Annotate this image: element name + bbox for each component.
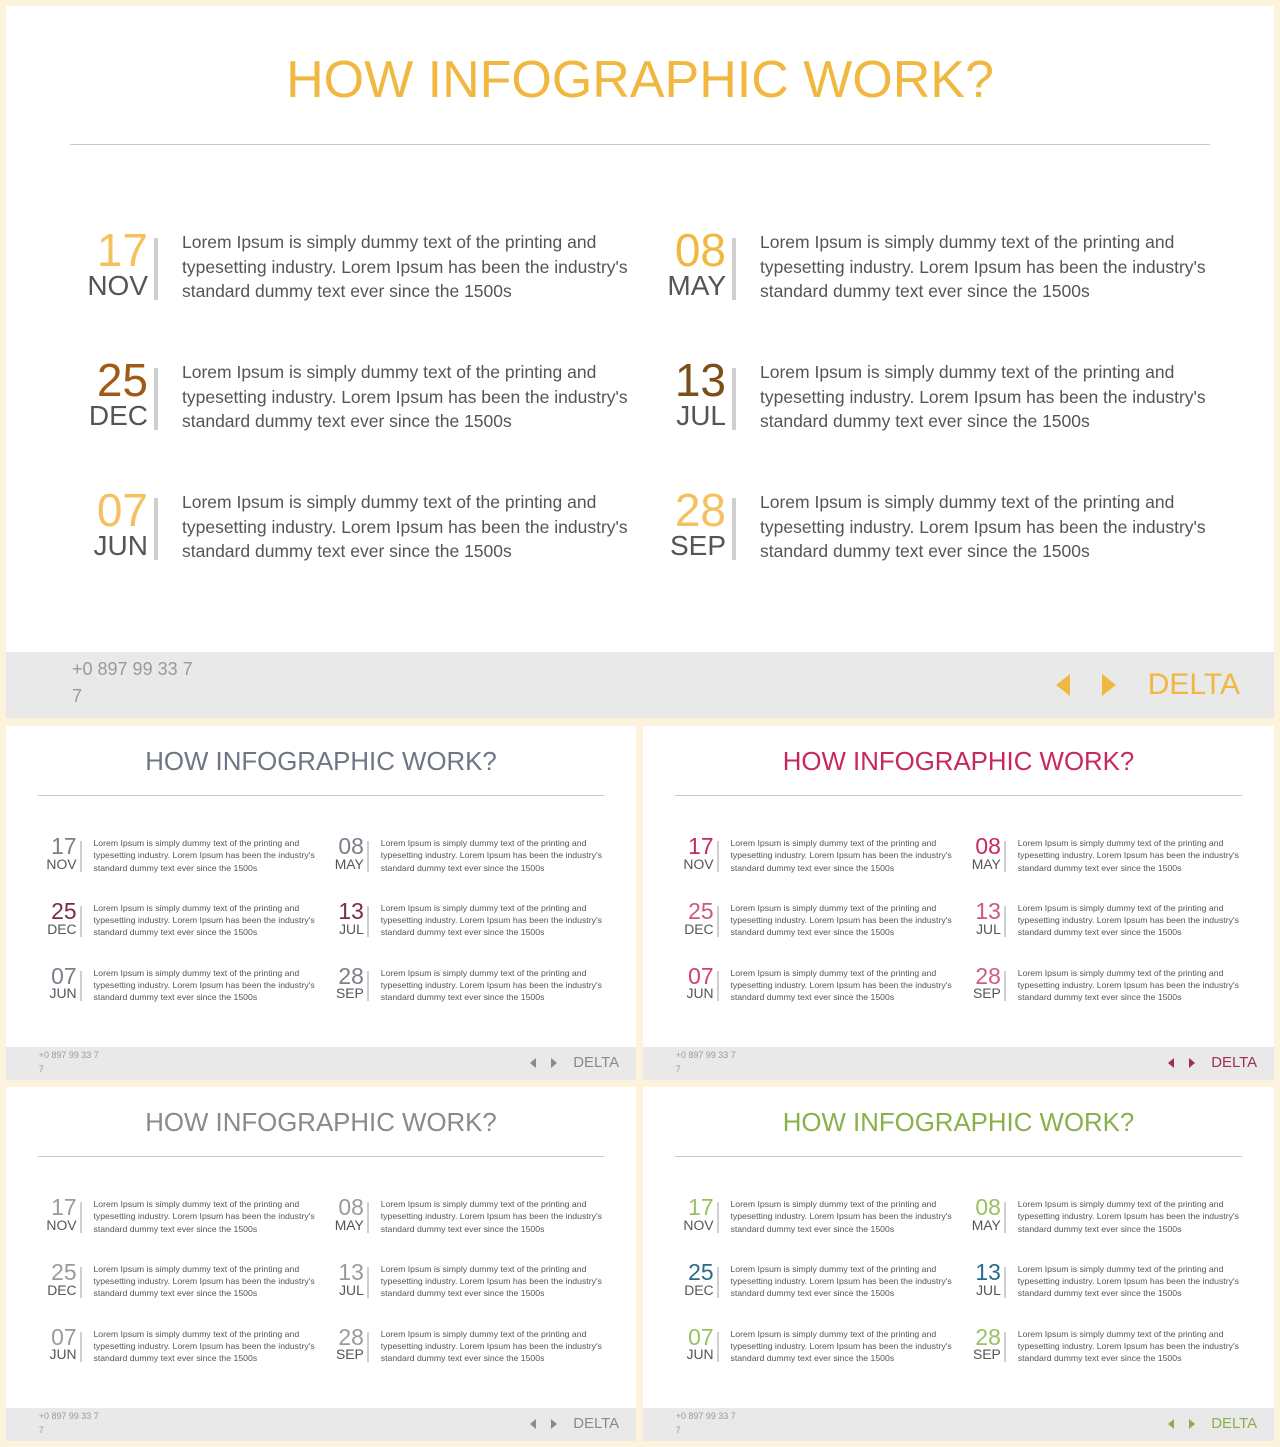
next-arrow-icon[interactable] xyxy=(1102,674,1116,696)
date-entry xyxy=(332,897,602,941)
date-divider xyxy=(80,1202,82,1233)
date-month: NOV xyxy=(46,856,77,873)
date-block xyxy=(682,833,714,873)
entry-description: Lorem Ipsum is simply dummy text of the printing and typesetting industry. Lorem Ipsum has been the industry's standard dummy text ever since the 1500s xyxy=(760,232,1206,301)
date-entry xyxy=(84,354,628,438)
entry-description: Lorem Ipsum is simply dummy text of the printing and typesetting industry. Lorem Ipsum has been the industry's standard dummy text ever since the 1500s xyxy=(730,902,952,938)
date-day: 07 xyxy=(688,962,714,989)
date-day: 08 xyxy=(674,224,726,276)
date-divider xyxy=(80,841,82,872)
date-block xyxy=(45,833,77,873)
date-month: JUN xyxy=(49,1346,77,1363)
date-block xyxy=(332,1194,364,1234)
entry-description: Lorem Ipsum is simply dummy text of the printing and typesetting industry. Lorem Ipsum has been the industry's standard dummy text ever since the 1500s xyxy=(730,838,952,873)
date-month: JUN xyxy=(93,530,148,561)
date-day: 17 xyxy=(688,1194,714,1221)
date-day: 25 xyxy=(688,1258,714,1285)
date-month: JUL xyxy=(339,1281,364,1298)
date-entry xyxy=(45,897,315,941)
slide-navigation xyxy=(1056,674,1116,696)
date-divider xyxy=(732,498,736,560)
date-day: 28 xyxy=(975,1323,1001,1350)
date-entry xyxy=(332,1258,602,1302)
slide-title: HOW INFOGRAPHIC WORK? xyxy=(782,1108,1135,1137)
slide-navigation xyxy=(1168,1419,1196,1429)
date-month: JUN xyxy=(49,985,77,1002)
date-entry xyxy=(682,1323,952,1367)
entry-description: Lorem Ipsum is simply dummy text of the printing and typesetting industry. Lorem Ipsum has been the industry's standard dummy text ever since the 1500s xyxy=(730,967,952,1002)
entry-description: Lorem Ipsum is simply dummy text of the printing and typesetting industry. Lorem Ipsum has been the industry's standard dummy text ever since the 1500s xyxy=(730,1199,952,1234)
date-divider xyxy=(717,1267,719,1298)
previous-arrow-icon[interactable] xyxy=(530,1058,536,1068)
date-day: 07 xyxy=(51,962,77,989)
date-month: DEC xyxy=(47,1281,77,1298)
previous-arrow-icon[interactable] xyxy=(1056,674,1070,696)
slide-3 xyxy=(643,726,1274,1080)
date-entry xyxy=(45,1258,315,1302)
entry-description: Lorem Ipsum is simply dummy text of the printing and typesetting industry. Lorem Ipsum has been the industry's standard dummy text ever since the 1500s xyxy=(93,1199,315,1234)
contact-phone-line: 7 xyxy=(675,1424,681,1435)
date-block xyxy=(969,1194,1001,1234)
date-divider xyxy=(367,1332,369,1363)
date-block xyxy=(682,1194,714,1234)
entry-description: Lorem Ipsum is simply dummy text of the printing and typesetting industry. Lorem Ipsum has been the industry's standard dummy text ever since the 1500s xyxy=(93,902,315,938)
brand-name: DELTA xyxy=(1211,1055,1258,1072)
slide-2 xyxy=(6,726,636,1080)
date-day: 25 xyxy=(51,1258,77,1285)
date-month: JUL xyxy=(976,920,1001,937)
entry-description: Lorem Ipsum is simply dummy text of the printing and typesetting industry. Lorem Ipsum has been the industry's standard dummy text ever since the 1500s xyxy=(1017,838,1239,873)
date-day: 13 xyxy=(338,1258,364,1285)
date-divider xyxy=(717,971,719,1002)
date-day: 08 xyxy=(975,1194,1001,1221)
date-divider xyxy=(367,1202,369,1233)
date-month: MAY xyxy=(971,1217,1001,1234)
slide-navigation xyxy=(530,1058,558,1068)
date-block xyxy=(45,1323,77,1363)
date-divider xyxy=(80,1267,82,1298)
date-divider xyxy=(367,906,369,937)
date-divider xyxy=(154,238,158,300)
next-arrow-icon[interactable] xyxy=(1189,1419,1195,1429)
entry-description: Lorem Ipsum is simply dummy text of the printing and typesetting industry. Lorem Ipsum has been the industry's standard dummy text ever since the 1500s xyxy=(1017,902,1239,938)
entry-description: Lorem Ipsum is simply dummy text of the printing and typesetting industry. Lorem Ipsum has been the industry's standard dummy text ever since the 1500s xyxy=(1017,1328,1239,1363)
date-entry xyxy=(332,1323,602,1367)
date-month: MAY xyxy=(334,856,364,873)
date-month: DEC xyxy=(684,1281,714,1298)
date-day: 07 xyxy=(688,1323,714,1350)
contact-phone xyxy=(676,1049,736,1076)
date-entry xyxy=(969,962,1239,1006)
date-block xyxy=(332,962,364,1002)
date-entry xyxy=(45,833,315,876)
slide-footer xyxy=(6,652,1274,718)
date-month: DEC xyxy=(88,400,148,431)
slide-title: HOW INFOGRAPHIC WORK? xyxy=(782,747,1135,776)
date-entry xyxy=(332,962,602,1006)
entry-description: Lorem Ipsum is simply dummy text of the printing and typesetting industry. Lorem Ipsum has been the industry's standard dummy text ever since the 1500s xyxy=(730,1263,952,1299)
date-entry xyxy=(45,962,315,1006)
date-block xyxy=(45,962,77,1002)
date-month: NOV xyxy=(683,1217,714,1234)
date-divider xyxy=(717,1202,719,1233)
brand-name: DELTA xyxy=(573,1055,620,1072)
date-month: SEP xyxy=(669,530,726,561)
date-day: 07 xyxy=(51,1323,77,1350)
date-entry xyxy=(682,833,952,876)
contact-phone xyxy=(72,656,193,710)
entry-description: Lorem Ipsum is simply dummy text of the printing and typesetting industry. Lorem Ipsum has been the industry's standard dummy text ever since the 1500s xyxy=(380,967,602,1002)
date-entry xyxy=(332,1194,602,1237)
date-block xyxy=(84,224,148,301)
date-day: 25 xyxy=(51,897,77,924)
date-day: 28 xyxy=(975,962,1001,989)
date-divider xyxy=(154,368,158,430)
date-divider xyxy=(367,841,369,872)
date-block xyxy=(332,1323,364,1363)
slide-title: HOW INFOGRAPHIC WORK? xyxy=(145,747,497,776)
date-block xyxy=(332,1258,364,1298)
date-divider xyxy=(1004,1332,1006,1363)
date-divider xyxy=(717,906,719,937)
contact-phone-line: 7 xyxy=(72,686,83,706)
date-month: SEP xyxy=(973,1346,1001,1363)
date-entry xyxy=(969,897,1239,941)
date-month: DEC xyxy=(47,920,77,937)
date-block xyxy=(45,1258,77,1298)
date-month: DEC xyxy=(684,920,714,937)
contact-phone xyxy=(39,1410,99,1437)
previous-arrow-icon[interactable] xyxy=(530,1419,536,1429)
entry-description: Lorem Ipsum is simply dummy text of the printing and typesetting industry. Lorem Ipsum has been the industry's standard dummy text ever since the 1500s xyxy=(182,362,628,431)
date-entry xyxy=(45,1194,315,1237)
date-day: 28 xyxy=(338,962,364,989)
title-divider xyxy=(38,795,604,796)
date-day: 08 xyxy=(338,833,364,860)
date-day: 28 xyxy=(674,484,726,536)
slide-4 xyxy=(6,1087,636,1441)
date-day: 13 xyxy=(975,897,1001,924)
date-divider xyxy=(80,971,82,1002)
date-block xyxy=(662,224,726,301)
date-block xyxy=(682,897,714,937)
date-block xyxy=(969,962,1001,1002)
slide-footer xyxy=(6,1408,636,1441)
date-day: 17 xyxy=(688,833,714,860)
entry-description: Lorem Ipsum is simply dummy text of the printing and typesetting industry. Lorem Ipsum has been the industry's standard dummy text ever since the 1500s xyxy=(1017,967,1239,1002)
date-block xyxy=(662,354,726,431)
date-month: NOV xyxy=(87,270,148,301)
date-day: 28 xyxy=(338,1323,364,1350)
date-month: JUN xyxy=(686,1346,714,1363)
entry-description: Lorem Ipsum is simply dummy text of the printing and typesetting industry. Lorem Ipsum has been the industry's standard dummy text ever since the 1500s xyxy=(182,492,628,561)
date-divider xyxy=(1004,1267,1006,1298)
date-divider xyxy=(732,368,736,430)
date-entry xyxy=(969,833,1239,876)
date-entry xyxy=(662,354,1206,438)
entry-description: Lorem Ipsum is simply dummy text of the printing and typesetting industry. Lorem Ipsum has been the industry's standard dummy text ever since the 1500s xyxy=(182,232,628,301)
title-divider xyxy=(38,1156,604,1157)
entry-description: Lorem Ipsum is simply dummy text of the printing and typesetting industry. Lorem Ipsum has been the industry's standard dummy text ever since the 1500s xyxy=(93,1328,315,1363)
entry-description: Lorem Ipsum is simply dummy text of the printing and typesetting industry. Lorem Ipsum has been the industry's standard dummy text ever since the 1500s xyxy=(380,1328,602,1363)
date-block xyxy=(332,833,364,873)
date-block xyxy=(969,897,1001,937)
contact-phone-line: +0 897 99 33 7 xyxy=(38,1411,99,1422)
date-entry xyxy=(682,1194,952,1237)
date-day: 13 xyxy=(975,1258,1001,1285)
date-block xyxy=(969,1258,1001,1298)
slide-1 xyxy=(6,6,1274,718)
entry-description: Lorem Ipsum is simply dummy text of the printing and typesetting industry. Lorem Ipsum has been the industry's standard dummy text ever since the 1500s xyxy=(380,902,602,938)
date-entry xyxy=(84,484,628,568)
date-block xyxy=(682,1323,714,1363)
date-month: JUN xyxy=(686,985,714,1002)
date-entry xyxy=(969,1258,1239,1302)
title-divider xyxy=(675,1156,1242,1157)
date-entry xyxy=(332,833,602,876)
slide-title: HOW INFOGRAPHIC WORK? xyxy=(286,51,994,109)
date-divider xyxy=(717,841,719,872)
date-day: 13 xyxy=(338,897,364,924)
contact-phone-line: +0 897 99 33 7 xyxy=(675,1411,736,1422)
entry-description: Lorem Ipsum is simply dummy text of the printing and typesetting industry. Lorem Ipsum has been the industry's standard dummy text ever since the 1500s xyxy=(93,1263,315,1299)
entry-description: Lorem Ipsum is simply dummy text of the printing and typesetting industry. Lorem Ipsum has been the industry's standard dummy text ever since the 1500s xyxy=(760,492,1206,561)
slide-navigation xyxy=(530,1419,558,1429)
date-block xyxy=(969,833,1001,873)
contact-phone-line: +0 897 99 33 7 xyxy=(675,1050,736,1061)
date-block xyxy=(332,897,364,937)
date-day: 17 xyxy=(51,1194,77,1221)
next-arrow-icon[interactable] xyxy=(551,1058,557,1068)
slide-footer xyxy=(643,1047,1274,1080)
date-entry xyxy=(662,224,1206,308)
date-month: MAY xyxy=(971,856,1001,873)
slide-footer xyxy=(643,1408,1274,1441)
contact-phone-line: 7 xyxy=(675,1063,681,1074)
date-month: SEP xyxy=(336,985,364,1002)
contact-phone-line: 7 xyxy=(38,1063,44,1074)
previous-arrow-icon[interactable] xyxy=(1168,1419,1174,1429)
date-month: NOV xyxy=(46,1217,77,1234)
date-divider xyxy=(367,971,369,1002)
date-divider xyxy=(1004,841,1006,872)
contact-phone-line: 7 xyxy=(38,1424,44,1435)
date-day: 25 xyxy=(688,897,714,924)
date-divider xyxy=(80,906,82,937)
date-block xyxy=(84,354,148,431)
date-day: 25 xyxy=(96,354,148,406)
entry-description: Lorem Ipsum is simply dummy text of the printing and typesetting industry. Lorem Ipsum has been the industry's standard dummy text ever since the 1500s xyxy=(380,1199,602,1234)
date-day: 07 xyxy=(96,484,148,536)
date-divider xyxy=(367,1267,369,1298)
brand-name: DELTA xyxy=(1211,1416,1258,1433)
contact-phone xyxy=(676,1410,736,1437)
date-month: MAY xyxy=(334,1217,364,1234)
title-divider xyxy=(675,795,1242,796)
entry-description: Lorem Ipsum is simply dummy text of the printing and typesetting industry. Lorem Ipsum has been the industry's standard dummy text ever since the 1500s xyxy=(93,838,315,873)
slide-title: HOW INFOGRAPHIC WORK? xyxy=(145,1108,497,1137)
slide-navigation xyxy=(1168,1058,1196,1068)
date-block xyxy=(969,1323,1001,1363)
entry-description: Lorem Ipsum is simply dummy text of the printing and typesetting industry. Lorem Ipsum has been the industry's standard dummy text ever since the 1500s xyxy=(380,1263,602,1299)
date-entry xyxy=(682,962,952,1006)
previous-arrow-icon[interactable] xyxy=(1168,1058,1174,1068)
contact-phone-line: +0 897 99 33 7 xyxy=(72,659,193,679)
date-day: 08 xyxy=(975,833,1001,860)
brand-name: DELTA xyxy=(573,1416,620,1433)
contact-phone xyxy=(39,1049,99,1076)
date-divider xyxy=(1004,1202,1006,1233)
title-divider xyxy=(70,144,1210,145)
date-divider xyxy=(154,498,158,560)
date-block xyxy=(45,897,77,937)
date-month: JUL xyxy=(339,920,364,937)
date-month: NOV xyxy=(683,856,714,873)
date-month: JUL xyxy=(976,1281,1001,1298)
entry-description: Lorem Ipsum is simply dummy text of the printing and typesetting industry. Lorem Ipsum has been the industry's standard dummy text ever since the 1500s xyxy=(1017,1199,1239,1234)
brand-name: DELTA xyxy=(1147,668,1240,701)
date-month: SEP xyxy=(973,985,1001,1002)
date-divider xyxy=(1004,906,1006,937)
next-arrow-icon[interactable] xyxy=(551,1419,557,1429)
date-divider xyxy=(717,1332,719,1363)
date-day: 13 xyxy=(674,354,726,406)
date-block xyxy=(45,1194,77,1234)
date-day: 17 xyxy=(96,224,148,276)
date-month: MAY xyxy=(667,270,726,301)
entry-description: Lorem Ipsum is simply dummy text of the printing and typesetting industry. Lorem Ipsum has been the industry's standard dummy text ever since the 1500s xyxy=(730,1328,952,1363)
date-block xyxy=(662,484,726,561)
date-entry xyxy=(969,1323,1239,1367)
slide-footer xyxy=(6,1047,636,1080)
date-divider xyxy=(732,238,736,300)
entry-description: Lorem Ipsum is simply dummy text of the printing and typesetting industry. Lorem Ipsum has been the industry's standard dummy text ever since the 1500s xyxy=(93,967,315,1002)
date-month: JUL xyxy=(676,400,726,431)
date-month: SEP xyxy=(336,1346,364,1363)
slide-5 xyxy=(643,1087,1274,1441)
date-entry xyxy=(662,484,1206,568)
entry-description: Lorem Ipsum is simply dummy text of the printing and typesetting industry. Lorem Ipsum has been the industry's standard dummy text ever since the 1500s xyxy=(380,838,602,873)
entry-description: Lorem Ipsum is simply dummy text of the printing and typesetting industry. Lorem Ipsum has been the industry's standard dummy text ever since the 1500s xyxy=(760,362,1206,431)
date-block xyxy=(682,1258,714,1298)
date-block xyxy=(84,484,148,561)
date-day: 17 xyxy=(51,833,77,860)
date-entry xyxy=(969,1194,1239,1237)
date-block xyxy=(682,962,714,1002)
entry-description: Lorem Ipsum is simply dummy text of the printing and typesetting industry. Lorem Ipsum has been the industry's standard dummy text ever since the 1500s xyxy=(1017,1263,1239,1299)
next-arrow-icon[interactable] xyxy=(1189,1058,1195,1068)
date-divider xyxy=(1004,971,1006,1002)
date-entry xyxy=(45,1323,315,1367)
date-entry xyxy=(84,224,628,308)
date-entry xyxy=(682,1258,952,1302)
contact-phone-line: +0 897 99 33 7 xyxy=(38,1050,99,1061)
date-divider xyxy=(80,1332,82,1363)
date-day: 08 xyxy=(338,1194,364,1221)
date-entry xyxy=(682,897,952,941)
